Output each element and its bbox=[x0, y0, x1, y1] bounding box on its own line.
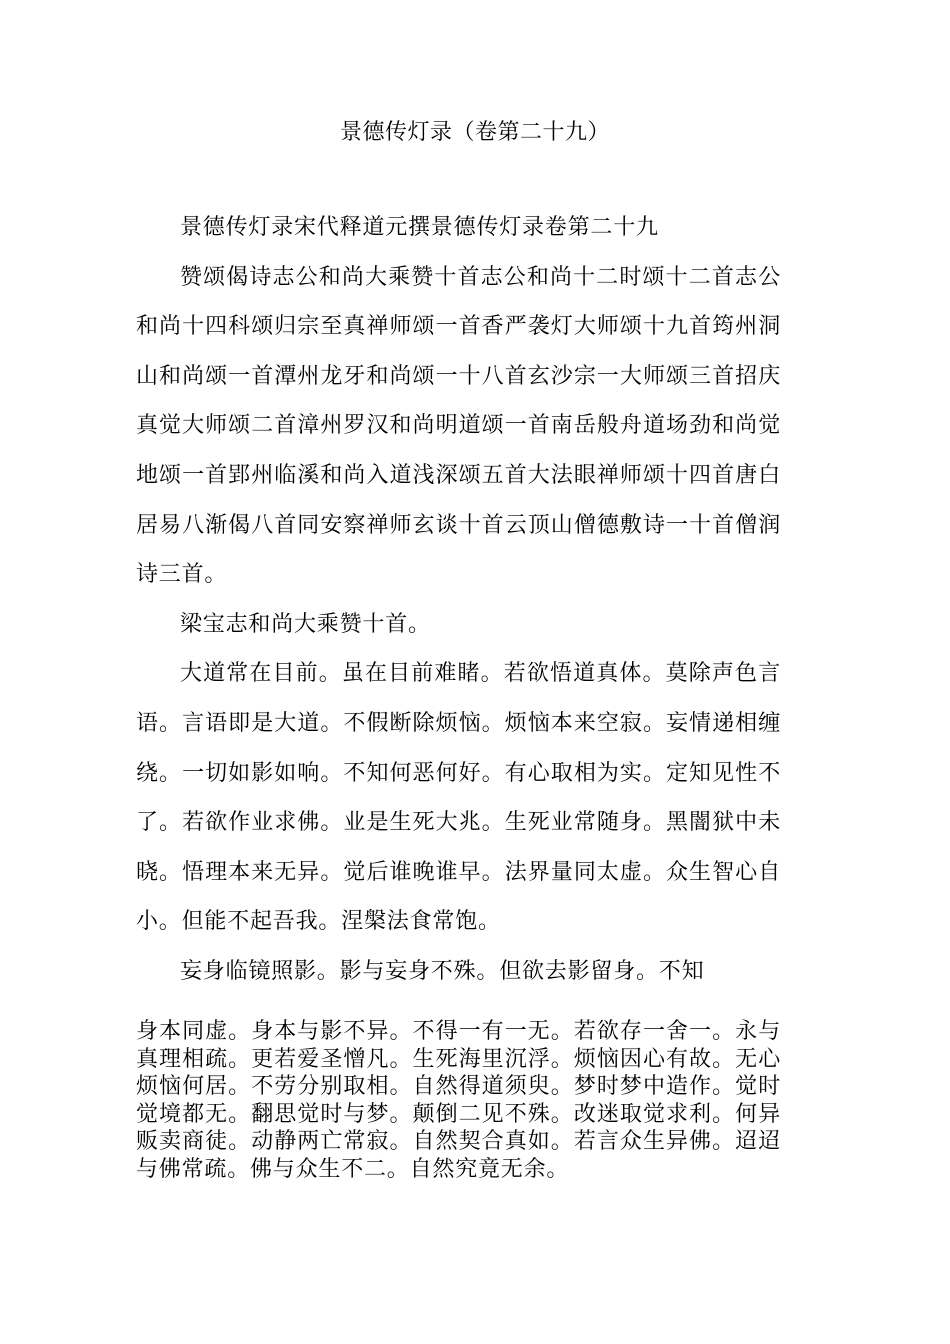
paragraph-source-line: 景德传灯录宋代释道元撰景德传灯录卷第二十九 bbox=[180, 215, 659, 240]
document-title: 景德传灯录（卷第二十九） bbox=[339, 120, 610, 145]
paragraph-verse-2-start: 妄身临镜照影。影与妄身不殊。但欲去影留身。不知 bbox=[180, 958, 705, 984]
document-body-continuation bbox=[136, 1018, 781, 1183]
paragraph-table-of-contents: 赞颂偈诗志公和尚大乘赞十首志公和尚十二时颂十二首志公和尚十四科颂归宗至真禅师颂一首香严袭灯大师颂十九首筠州洞山和尚颂一首潭州龙牙和尚颂一十八首玄沙宗一大师颂三首招庆真觉大师颂二首漳州罗汉和尚明道颂一首南岳般舟道场劲和尚觉地颂一首郢州临溪和尚入道浅深颂五首大法眼禅师颂十四首唐白居易八渐偈八首同安察禅师玄谈十首云顶山僧德敷诗一十首僧润诗三首。 bbox=[136, 264, 781, 588]
paragraph-verse-1: 大道常在目前。虽在目前难睹。若欲悟道真体。莫除声色言语。言语即是大道。不假断除烦恼。烦恼本来空寂。妄情递相缠绕。一切如影如响。不知何恶何好。有心取相为实。定知见性不了。若欲作业求佛。业是生死大兆。生死业常随身。黑闇狱中未晓。悟理本来无异。觉后谁晚谁早。法界量同太虚。众生智心自小。但能不起吾我。涅槃法食常饱。 bbox=[136, 661, 781, 935]
paragraph-verse-2-continuation: 身本同虚。身本与影不异。不得一有一无。若欲存一舍一。永与真理相疏。更若爱圣憎凡。生死海里沉浮。烦恼因心有故。无心烦恼何居。不劳分别取相。自然得道须臾。梦时梦中造作。觉时觉境都无。翻思觉时与梦。颠倒二见不殊。改迷取觉求利。何异贩卖商徒。动静两亡常寂。自然契合真如。若言众生异佛。迢迢与佛常疏。佛与众生不二。自然究竟无余。 bbox=[136, 1019, 781, 1182]
paragraph-section-heading: 梁宝志和尚大乘赞十首。 bbox=[180, 611, 431, 637]
document-body bbox=[136, 203, 781, 997]
